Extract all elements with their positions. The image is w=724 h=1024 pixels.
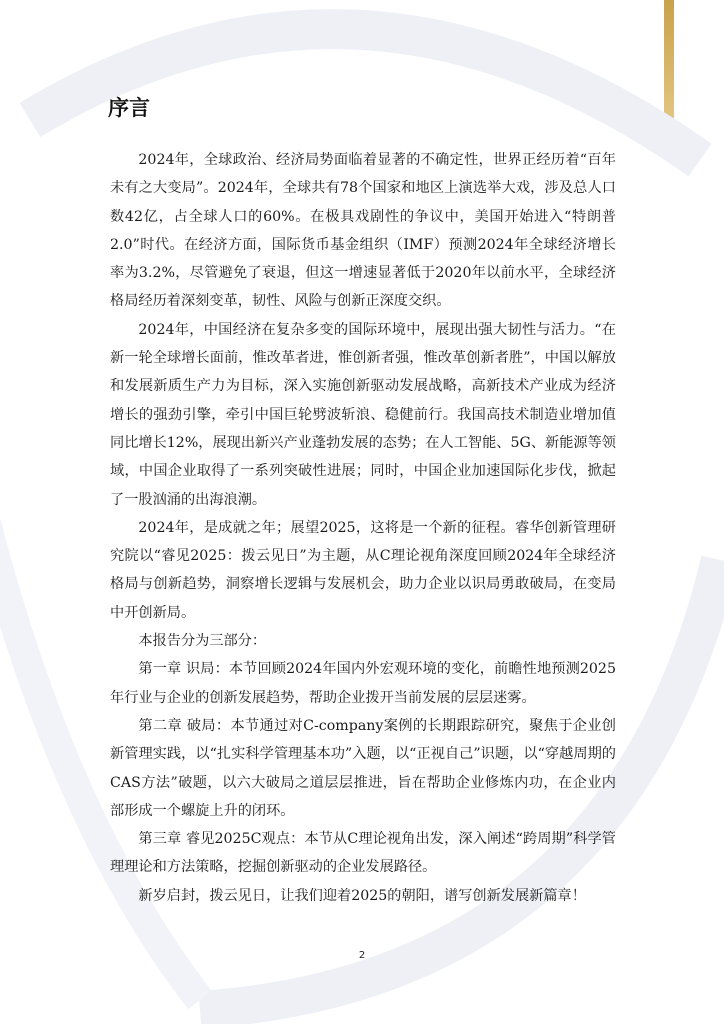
paragraph: 第二章 破局：本节通过对C-company案例的长期跟踪研究，聚焦于企业创新管理实践，以“扎实科学管理基本功”入题，以“正视自己”识题，以“穿越周期的CAS方法”破题，以六大破局之道层层推进，旨在帮助企业修炼内功，在企业内部形成一个螺旋上升的闭环。 — [110, 717, 616, 819]
paragraph: 第三章 睿见2025C观点：本节从C理论视角出发，深入阐述“跨周期”科学管理理论和方法策略，挖掘创新驱动的企业发展路径。 — [110, 831, 616, 876]
page-number: 2 — [358, 950, 366, 961]
page-title: 序言 — [108, 96, 150, 120]
paragraph: 本报告分为三部分： — [138, 633, 267, 650]
paragraph: 2024年，中国经济在复杂多变的国际环境中，展现出强大韧性与活力。“在新一轮全球增长面前，惟改革者进，惟创新者强，惟改革创新者胜”，中国以解放和发展新质生产力为目标，深入实施创新驱动发展战略，高新技术产业成为经济增长的强劲引擎，牵引中国巨轮劈波斩浪、稳健前行。我国高技术制造业增加值同比增长12%，展现出新兴产业蓬勃发展的态势；在人工智能、5G、新能源等领域，中国企业取得了一系列突破性进展；同时，中国企业加速国际化步伐，掀起了一股汹涌的出海浪潮。 — [110, 321, 616, 508]
paragraph: 新岁启封，拨云见日，让我们迎着2025的朝阳，谱写创新发展新篇章！ — [138, 887, 586, 904]
gold-accent-bar — [664, 0, 674, 150]
paragraph: 2024年，是成就之年；展望2025，这将是一个新的征程。睿华创新管理研究院以“睿见2025：拨云见日”为主题，从C理论视角深度回顾2024年全球经济格局与创新趋势，洞察增长逻辑与发展机会，助力企业以识局勇敢破局，在变局中开创新局。 — [110, 519, 616, 621]
paragraph: 2024年，全球政治、经济局势面临着显著的不确定性，世界正经历着“百年未有之大变局”。2024年，全球共有78个国家和地区上演选举大戏，涉及总人口数42亿，占全球人口的60%。在极具戏剧性的争议中，美国开始进入“特朗普2.0”时代。在经济方面，国际货币基金组织（IMF）预测2024年全球经济增长率为3.2%，尽管避免了衰退，但这一增速显著低于2020年以前水平，全球经济格局经历着深刻变革，韧性、风险与创新正深度交织。 — [110, 152, 616, 310]
paragraph: 第一章 识局：本节回顾2024年国内外宏观环境的变化，前瞻性地预测2025年行业与企业的创新发展趋势，帮助企业拨开当前发展的层层迷雾。 — [110, 661, 616, 706]
body-text — [110, 146, 616, 910]
